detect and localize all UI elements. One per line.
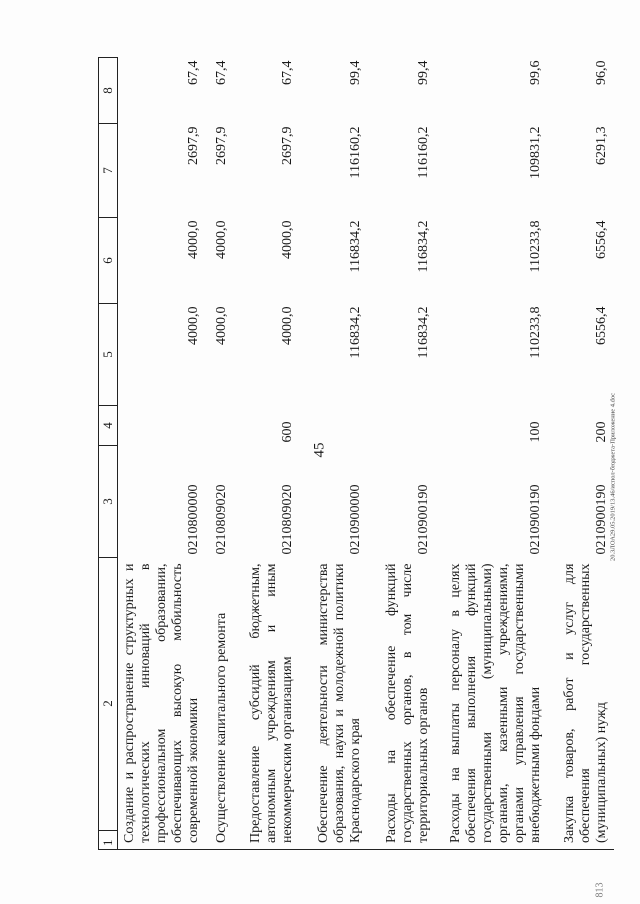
budget-table-sheet (98, 58, 626, 850)
table-row (234, 58, 300, 850)
row-value-7: 2697,9 (185, 126, 201, 165)
row-value-8: 67,4 (213, 60, 229, 85)
row-name: Расходы на обеспечение функций государственных органов, в том числе территориальных органов (368, 558, 436, 850)
table-row (548, 58, 614, 850)
row-vr-code (206, 406, 234, 446)
header-col-4: 4 (99, 406, 118, 446)
table-row (206, 58, 234, 850)
row-value-5: 116834,2 (347, 306, 363, 359)
row-value-7: 116160,2 (347, 126, 363, 179)
row-value-8: 99,6 (527, 60, 543, 85)
row-name: Обеспечение деятельности министерства образования, науки и молодежной политики Краснодарского края (300, 558, 368, 850)
header-col-1: 1 (100, 839, 115, 846)
row-value-5: 6556,4 (593, 306, 609, 345)
row-value-5: 4000,0 (213, 306, 229, 345)
row-csr-code: 0210900190 (593, 484, 609, 555)
row-name: Расходы на выплаты персоналу в целях обеспечения выполнения функций государственными (муниципальными) органами, казенными учреждениями, органами управления государственными внебюджетными фондами (436, 558, 548, 850)
footer-file-path: 20.3ЛОА29.05.2019/13.46/испол-бюджета-Приложение 4.doc (609, 393, 617, 561)
row-csr-code: 0210809020 (279, 484, 295, 555)
header-col-8: 8 (99, 58, 118, 124)
header-col-7: 7 (99, 124, 118, 218)
row-vr-code: 100 (527, 421, 543, 443)
row-value-6: 116834,2 (347, 220, 363, 273)
row-value-6: 110233,8 (527, 220, 543, 273)
header-col-3: 3 (99, 446, 118, 558)
rotated-table-frame (98, 58, 626, 850)
row-value-5: 116834,2 (415, 306, 431, 359)
row-value-7: 6291,3 (593, 126, 609, 165)
row-value-5: 4000,0 (279, 306, 295, 345)
header-cell-1-2 (99, 558, 118, 850)
row-csr-code: 0210800000 (185, 484, 201, 555)
row-value-7: 116160,2 (415, 126, 431, 179)
row-value-7: 109831,2 (527, 126, 543, 179)
table-row (368, 58, 436, 850)
row-csr-code: 0210900000 (347, 484, 363, 555)
row-value-7: 2697,9 (213, 126, 229, 165)
row-csr-code: 0210900190 (415, 484, 431, 555)
row-value-8: 67,4 (279, 60, 295, 85)
row-vr-code (118, 406, 206, 446)
row-value-6: 116834,2 (415, 220, 431, 273)
row-value-5: 4000,0 (185, 306, 201, 345)
row-vr-code: 600 (279, 421, 295, 443)
row-value-6: 4000,0 (213, 220, 229, 259)
row-csr-code: 0210900190 (527, 484, 543, 555)
row-name: Закупка товаров, работ и услуг для обеспечения государственных (муниципальных) нужд (548, 558, 614, 850)
row-name: Создание и распространение структурных и технологических инноваций в профессиональном образовании, обеспечивающих высокую мобильность современной экономики (118, 558, 206, 850)
header-col-2: 2 (100, 700, 115, 707)
row-value-8: 99,4 (415, 60, 431, 85)
row-value-8: 67,4 (185, 60, 201, 85)
row-name: Предоставление субсидий бюджетным, автономным учреждениям и иным некоммерческим организациям (234, 558, 300, 850)
table-header-row (99, 58, 118, 850)
row-value-6: 4000,0 (279, 220, 295, 259)
row-vr-code (368, 406, 436, 446)
row-value-8: 99,4 (347, 60, 363, 85)
table-row (436, 58, 548, 850)
row-value-5: 110233,8 (527, 306, 543, 359)
row-value-8: 96,0 (593, 60, 609, 85)
row-value-6: 6556,4 (593, 220, 609, 259)
row-value-6: 4000,0 (185, 220, 201, 259)
row-vr-code (300, 406, 368, 446)
corner-page-number: 813 (594, 882, 606, 898)
row-value-7: 2697,9 (279, 126, 295, 165)
row-csr-code: 0210809020 (213, 484, 229, 555)
row-vr-code: 200 (593, 421, 609, 443)
budget-execution-table (98, 57, 614, 850)
table-row (118, 58, 206, 850)
table-row (300, 58, 368, 850)
header-col-6: 6 (99, 218, 118, 304)
page-number: 45 (311, 442, 328, 458)
row-name: Осуществление капитального ремонта (206, 558, 234, 850)
header-col-5: 5 (99, 304, 118, 406)
